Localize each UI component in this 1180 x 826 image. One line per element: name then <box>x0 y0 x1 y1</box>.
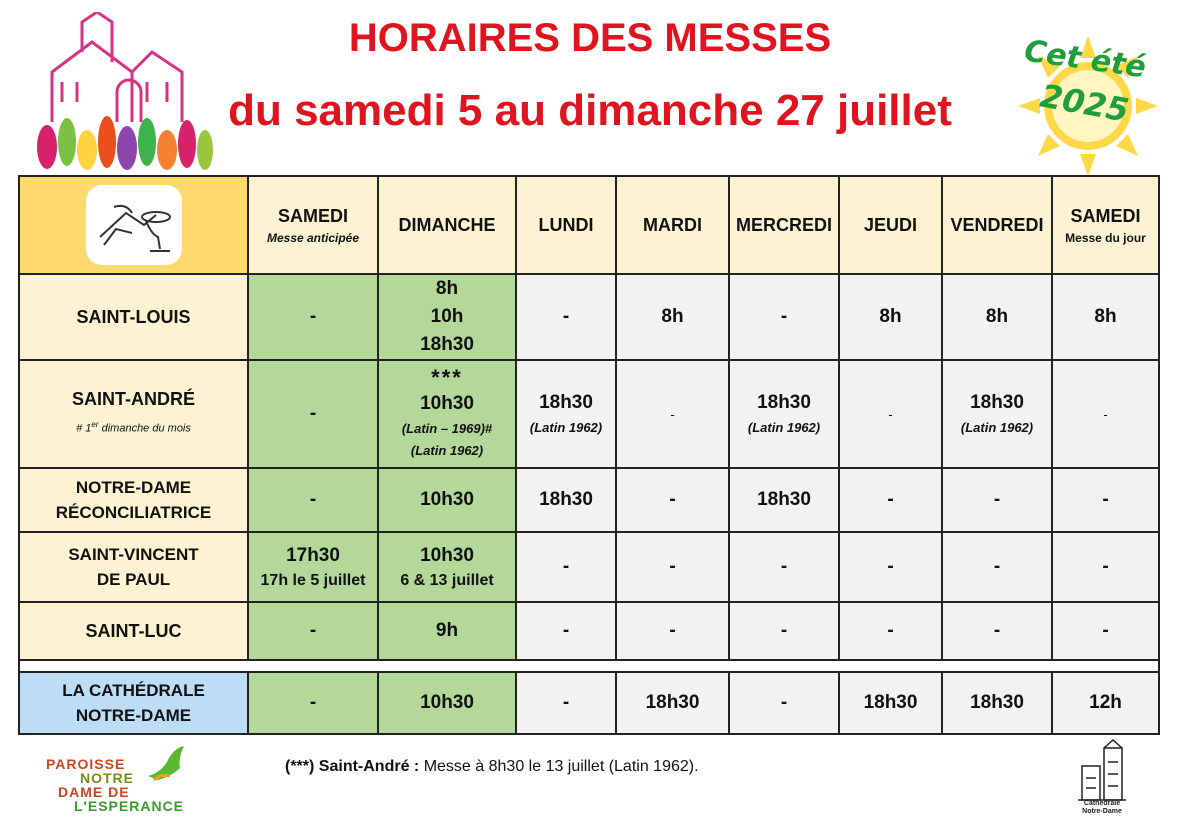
col-samedi-anticipee: SAMEDI Messe anticipée <box>248 176 378 274</box>
church-name-cell <box>19 360 248 468</box>
time-cell: 18h30 <box>616 672 729 734</box>
time-cell: - <box>839 532 942 602</box>
col-mardi: MARDI <box>616 176 729 274</box>
cathedral-logo-caption: Cathédrale Notre-Dame <box>1082 800 1122 815</box>
time-cell: - <box>248 468 378 532</box>
footnote: (***) Saint-André : Messe à 8h30 le 13 juillet (Latin 1962). <box>285 758 699 775</box>
time-cell: - <box>616 360 729 468</box>
chalice-host-icon <box>86 185 182 265</box>
parish-logo-line: DAME DE <box>58 784 130 800</box>
time-cell: - <box>248 672 378 734</box>
time-cell: - <box>729 274 839 360</box>
time-cell: 10h30 6 & 13 juillet <box>378 532 516 602</box>
time-cell: 8h <box>1052 274 1159 360</box>
time-cell: *** 10h30 (Latin – 1969)# (Latin 1962) <box>378 360 516 468</box>
time-cell: - <box>729 602 839 660</box>
separator-row <box>19 660 1159 672</box>
time-cell: - <box>516 602 616 660</box>
page-title: HORAIRES DES MESSES <box>348 16 832 60</box>
summer-badge-text: Cet été <box>1022 33 1149 86</box>
time-cell: 18h30 (Latin 1962) <box>942 360 1052 468</box>
time-cell: 18h30 (Latin 1962) <box>729 360 839 468</box>
church-name: SAINT-VINCENT DE PAUL <box>19 532 248 602</box>
church-name: NOTRE-DAME RÉCONCILIATRICE <box>19 468 248 532</box>
time-cell: - <box>839 602 942 660</box>
time-cell: - <box>729 532 839 602</box>
time-cell: - <box>839 360 942 468</box>
church-name: SAINT-ANDRÉ <box>71 389 195 410</box>
time-cell: - <box>1052 360 1159 468</box>
col-vendredi: VENDREDI <box>942 176 1052 274</box>
time-cell: 18h30 <box>839 672 942 734</box>
time-cell: - <box>616 468 729 532</box>
time-cell: - <box>1052 532 1159 602</box>
time-cell: 8h <box>942 274 1052 360</box>
time-cell: - <box>1052 602 1159 660</box>
church-name: SAINT-LUC <box>19 602 248 660</box>
time-cell: 8h 10h 18h30 <box>378 274 516 360</box>
time-cell: - <box>616 532 729 602</box>
row-saint-luc <box>19 602 1159 660</box>
parish-logo-line: PAROISSE <box>46 756 126 772</box>
time-cell: - <box>516 532 616 602</box>
parish-logo <box>46 752 196 822</box>
time-cell: 10h30 <box>378 672 516 734</box>
time-cell: - <box>729 672 839 734</box>
time-cell: - <box>248 360 378 468</box>
time-cell: - <box>1052 468 1159 532</box>
church-name: SAINT-LOUIS <box>19 274 248 360</box>
row-cathedrale-notre-dame <box>19 672 1159 734</box>
col-dimanche: DIMANCHE <box>378 176 516 274</box>
col-mercredi: MERCREDI <box>729 176 839 274</box>
time-cell: - <box>516 274 616 360</box>
time-cell: 18h30 <box>516 468 616 532</box>
page-subtitle-dates: du samedi 5 au dimanche 27 juillet <box>228 86 952 135</box>
time-cell: 17h30 17h le 5 juillet <box>248 532 378 602</box>
time-cell: - <box>516 672 616 734</box>
church-name: LA CATHÉDRALE NOTRE-DAME <box>19 672 248 734</box>
row-saint-louis <box>19 274 1159 360</box>
col-samedi-jour: SAMEDI Messe du jour <box>1052 176 1159 274</box>
row-saint-vincent-de-paul <box>19 532 1159 602</box>
parish-logo-line: L'ESPERANCE <box>74 798 185 814</box>
mass-schedule-table <box>18 175 1160 735</box>
time-cell: 18h30 (Latin 1962) <box>516 360 616 468</box>
dove-icon <box>144 746 188 786</box>
time-cell: 8h <box>839 274 942 360</box>
header-row <box>19 176 1159 274</box>
row-saint-andre <box>19 360 1159 468</box>
eucharist-icon-cell <box>19 176 248 274</box>
time-cell: - <box>616 602 729 660</box>
time-cell: - <box>942 532 1052 602</box>
parish-logo-line: NOTRE <box>80 770 134 786</box>
row-notre-dame-reconciliatrice <box>19 468 1159 532</box>
time-cell: - <box>248 274 378 360</box>
time-cell: 18h30 <box>729 468 839 532</box>
col-jeudi: JEUDI <box>839 176 942 274</box>
time-cell: - <box>248 602 378 660</box>
time-cell: 12h <box>1052 672 1159 734</box>
time-cell: 10h30 <box>378 468 516 532</box>
time-cell: - <box>839 468 942 532</box>
time-cell: - <box>942 468 1052 532</box>
time-cell: - <box>942 602 1052 660</box>
first-sunday-note: # 1er dimanche du mois <box>76 420 191 435</box>
time-cell: 9h <box>378 602 516 660</box>
time-cell: 18h30 <box>942 672 1052 734</box>
summer-badge-year: 2025 <box>1037 76 1132 130</box>
time-cell: 8h <box>616 274 729 360</box>
col-lundi: LUNDI <box>516 176 616 274</box>
